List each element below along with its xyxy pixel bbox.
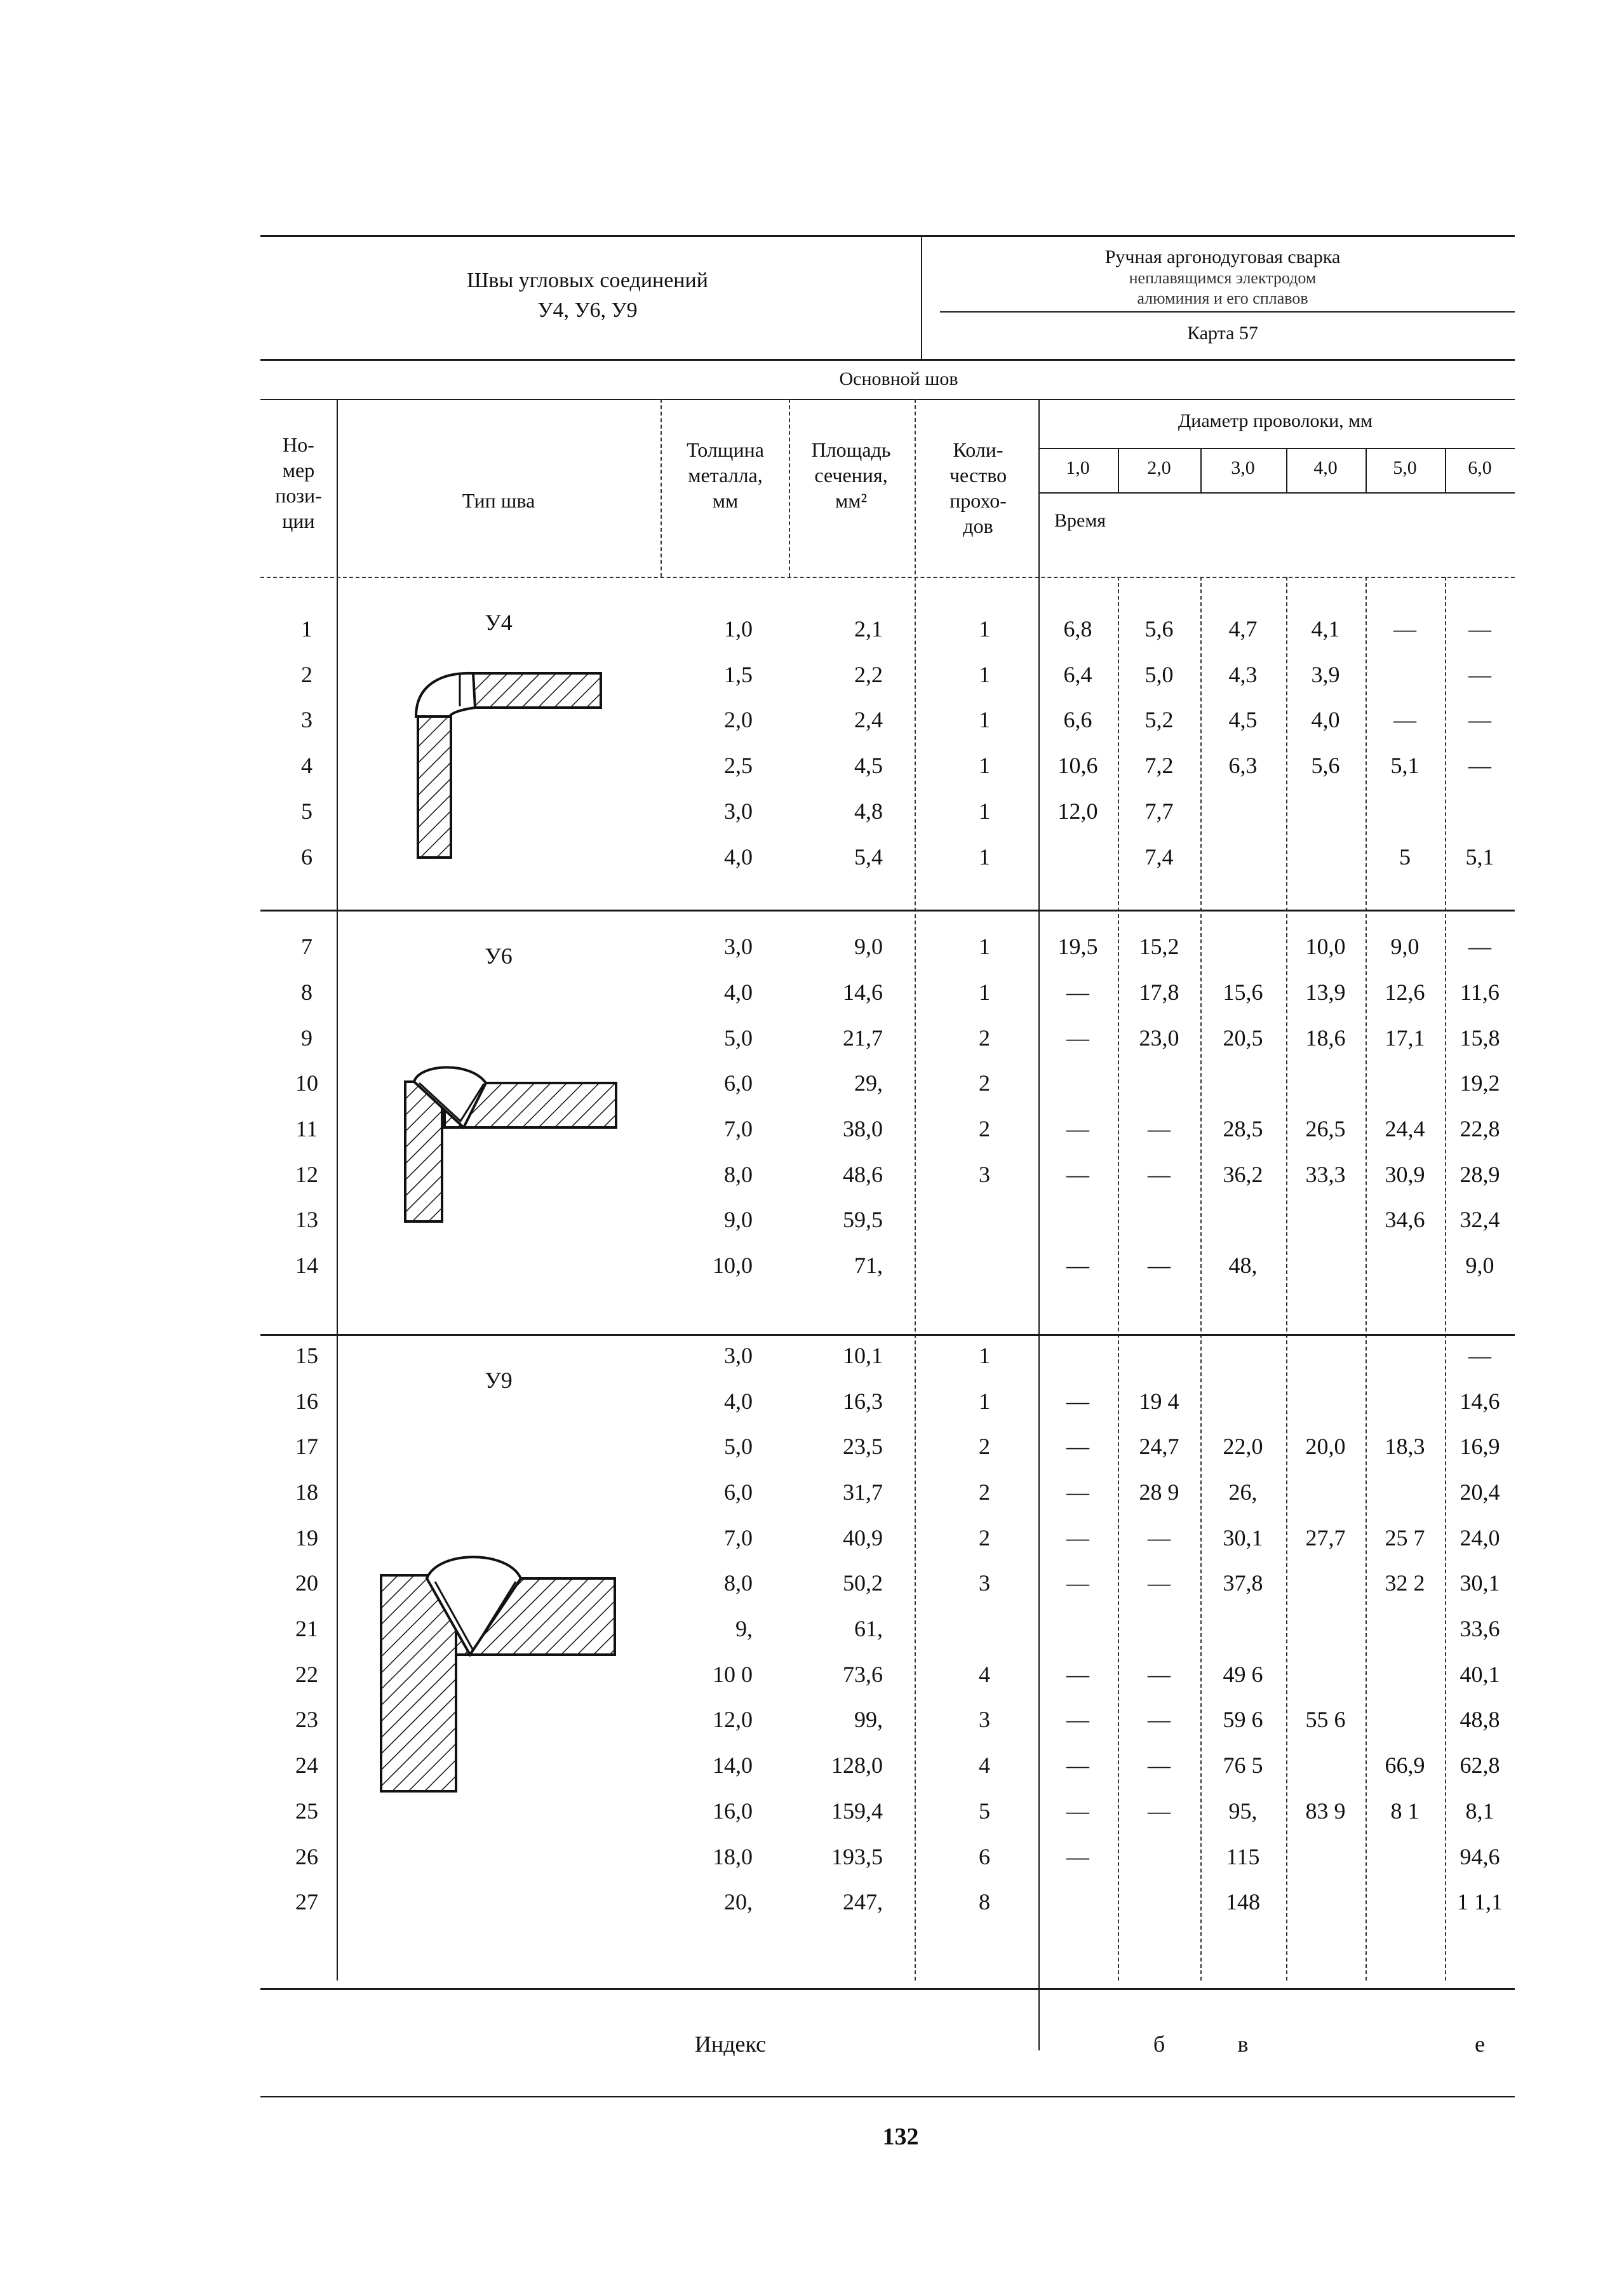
col-header-area: Площадь сечения, мм²: [811, 438, 891, 512]
row-area: 48,6: [843, 1161, 883, 1187]
row-time-value: —: [1148, 1661, 1171, 1687]
row-thickness: 10,0: [713, 1253, 753, 1279]
row-time-value: —: [1393, 616, 1416, 642]
col-header-type: Тип шва: [462, 489, 535, 512]
row-time-value: 18,6: [1305, 1025, 1346, 1051]
row-time-value: 6,6: [1063, 707, 1092, 733]
row-time-value: 12,6: [1385, 979, 1425, 1005]
row-time-value: 32,4: [1460, 1207, 1500, 1233]
row-thickness: 7,0: [724, 1116, 753, 1141]
row-time-value: —: [1066, 1479, 1089, 1505]
row-passes: 5: [979, 1798, 990, 1824]
row-thickness: 4,0: [724, 844, 753, 870]
row-time-value: 19,5: [1057, 934, 1098, 960]
row-time-value: 34,6: [1385, 1207, 1425, 1233]
row-time-value: 7,7: [1144, 798, 1174, 824]
group-label-u6: У6: [485, 943, 513, 969]
row-time-value: 30,1: [1460, 1570, 1500, 1596]
row-area: 31,7: [843, 1479, 883, 1505]
row-number: 17: [295, 1434, 318, 1460]
row-time-value: 6,3: [1228, 753, 1258, 779]
process-line-1: Ручная аргонодуговая сварка: [1104, 246, 1341, 267]
row-area: 10,1: [843, 1342, 883, 1368]
row-time-value: 148: [1226, 1889, 1260, 1915]
row-area: 159,4: [831, 1798, 883, 1824]
row-time-value: 32 2: [1385, 1570, 1425, 1596]
row-number: 7: [301, 934, 312, 960]
row-time-value: 33,6: [1460, 1616, 1500, 1641]
row-time-value: 4,5: [1228, 707, 1258, 733]
row-number: 20: [295, 1570, 318, 1596]
row-number: 21: [295, 1616, 318, 1641]
row-number: 8: [301, 979, 312, 1005]
row-number: 9: [301, 1025, 312, 1051]
index-value: е: [1475, 2031, 1485, 2057]
row-time-value: 28,9: [1460, 1161, 1500, 1187]
row-time-value: 12,0: [1057, 798, 1098, 824]
row-time-value: —: [1148, 1570, 1171, 1596]
row-time-value: —: [1148, 1524, 1171, 1551]
row-time-value: 1 1,1: [1457, 1889, 1503, 1915]
row-time-value: —: [1066, 1843, 1089, 1869]
row-time-value: 8,1: [1465, 1798, 1494, 1824]
title-line-1: Швы угловых соединений: [467, 269, 708, 292]
diameter-6: 6,0: [1468, 457, 1492, 478]
row-area: 71,: [854, 1253, 883, 1279]
row-time-value: —: [1468, 661, 1491, 687]
row-time-value: 30,1: [1223, 1524, 1263, 1551]
row-time-value: —: [1066, 1798, 1089, 1824]
row-time-value: 5,0: [1144, 661, 1174, 687]
row-time-value: 49 6: [1223, 1661, 1263, 1687]
row-area: 61,: [854, 1616, 883, 1641]
row-time-value: 10,0: [1305, 934, 1346, 960]
row-number: 26: [295, 1843, 318, 1869]
row-time-value: 4,7: [1228, 616, 1258, 642]
row-time-value: —: [1066, 1116, 1089, 1141]
row-time-value: 7,2: [1144, 753, 1174, 779]
row-passes: 2: [979, 1434, 990, 1460]
row-time-value: 66,9: [1385, 1753, 1425, 1779]
row-time-value: 24,4: [1385, 1116, 1425, 1141]
row-number: 10: [295, 1070, 318, 1096]
row-thickness: 8,0: [724, 1570, 753, 1596]
row-time-value: —: [1148, 1798, 1171, 1824]
row-thickness: 5,0: [724, 1025, 753, 1051]
row-time-value: 10,6: [1057, 753, 1098, 779]
row-time-value: 33,3: [1305, 1161, 1346, 1187]
row-area: 99,: [854, 1707, 883, 1733]
col-header-passes: Коли- чество прохо- дов: [949, 438, 1007, 537]
row-number: 14: [295, 1253, 318, 1279]
row-time-value: 23,0: [1139, 1025, 1179, 1051]
diameter-5: 5,0: [1393, 457, 1417, 478]
row-passes: 2: [979, 1070, 990, 1096]
row-thickness: 6,0: [724, 1479, 753, 1505]
row-time-value: 40,1: [1460, 1661, 1500, 1687]
row-time-value: 6,8: [1063, 616, 1092, 642]
row-passes: 1: [979, 979, 990, 1005]
row-time-value: —: [1066, 1161, 1089, 1187]
row-passes: 4: [979, 1753, 990, 1779]
row-thickness: 14,0: [713, 1753, 753, 1779]
row-thickness: 9,0: [724, 1207, 753, 1233]
row-area: 50,2: [843, 1570, 883, 1596]
row-time-value: 5,6: [1311, 753, 1340, 779]
row-time-value: 16,9: [1460, 1434, 1500, 1460]
index-bottom-rule: [260, 2096, 1515, 2097]
row-thickness: 2,0: [724, 707, 753, 733]
row-time-value: 15,8: [1460, 1025, 1500, 1051]
row-number: 27: [295, 1889, 318, 1915]
row-thickness: 3,0: [724, 798, 753, 824]
row-area: 59,5: [843, 1207, 883, 1233]
row-time-value: 22,8: [1460, 1116, 1500, 1141]
row-area: 21,7: [843, 1025, 883, 1051]
title-line-2: У4, У6, У9: [537, 299, 638, 322]
row-area: 38,0: [843, 1116, 883, 1141]
group-label: Основной шов: [839, 368, 958, 389]
index-label: Индекс: [694, 2031, 767, 2057]
row-time-value: —: [1066, 1707, 1089, 1733]
row-area: 4,5: [854, 753, 883, 779]
row-time-value: 14,6: [1460, 1388, 1500, 1414]
row-area: 2,4: [854, 707, 883, 733]
row-number: 3: [301, 707, 312, 733]
row-time-value: —: [1148, 1707, 1171, 1733]
row-thickness: 8,0: [724, 1161, 753, 1187]
row-thickness: 16,0: [713, 1798, 753, 1824]
row-time-value: —: [1148, 1116, 1171, 1141]
row-time-value: —: [1148, 1253, 1171, 1279]
row-area: 247,: [843, 1889, 883, 1915]
row-area: 40,9: [843, 1524, 883, 1551]
row-time-value: 5,6: [1144, 616, 1174, 642]
row-time-value: —: [1066, 1753, 1089, 1779]
row-area: 16,3: [843, 1388, 883, 1414]
row-thickness: 20,: [724, 1889, 753, 1915]
row-time-value: 19 4: [1139, 1388, 1179, 1414]
row-thickness: 4,0: [724, 979, 753, 1005]
row-time-value: 95,: [1228, 1798, 1258, 1824]
weld-u6-icon: [405, 1067, 616, 1221]
row-number: 1: [301, 616, 312, 642]
row-time-value: —: [1468, 1342, 1491, 1368]
row-time-value: 55 6: [1305, 1707, 1346, 1733]
row-time-value: 27,7: [1305, 1524, 1346, 1551]
card-number: Карта 57: [1187, 323, 1258, 344]
row-passes: 8: [979, 1889, 990, 1915]
row-time-value: —: [1066, 1388, 1089, 1414]
row-time-value: —: [1066, 1025, 1089, 1051]
group-label-u4: У4: [485, 610, 513, 635]
col-header-position: Но- мер пози- ции: [275, 433, 322, 532]
row-time-value: 15,2: [1139, 934, 1179, 960]
row-time-value: 26,5: [1305, 1116, 1346, 1141]
row-passes: 1: [979, 798, 990, 824]
row-passes: 1: [979, 1342, 990, 1368]
row-time-value: 18,3: [1385, 1434, 1425, 1460]
row-area: 4,8: [854, 798, 883, 824]
row-time-value: 6,4: [1063, 661, 1092, 687]
row-number: 6: [301, 844, 312, 870]
row-number: 24: [295, 1753, 318, 1779]
row-number: 15: [295, 1342, 318, 1368]
row-number: 4: [301, 753, 312, 779]
row-time-value: —: [1468, 707, 1491, 733]
row-number: 5: [301, 798, 312, 824]
row-time-value: 20,5: [1223, 1025, 1263, 1051]
row-passes: 1: [979, 934, 990, 960]
row-passes: 2: [979, 1524, 990, 1551]
row-time-value: 48,8: [1460, 1707, 1500, 1733]
row-time-value: 76 5: [1223, 1753, 1263, 1779]
row-time-value: —: [1468, 934, 1491, 960]
row-time-value: —: [1066, 1434, 1089, 1460]
row-time-value: 36,2: [1223, 1161, 1263, 1187]
row-thickness: 9,: [735, 1616, 753, 1641]
row-time-value: —: [1393, 707, 1416, 733]
diameter-4: 4,0: [1313, 457, 1338, 478]
row-time-value: 26,: [1228, 1479, 1258, 1505]
row-time-value: 13,9: [1305, 979, 1346, 1005]
row-area: 14,6: [843, 979, 883, 1005]
process-line-3: алюминия и его сплавов: [1137, 289, 1308, 307]
row-time-value: —: [1468, 753, 1491, 779]
row-time-value: —: [1148, 1161, 1171, 1187]
row-passes: 3: [979, 1570, 990, 1596]
row-number: 11: [295, 1116, 318, 1141]
row-time-value: —: [1148, 1753, 1171, 1779]
row-thickness: 6,0: [724, 1070, 753, 1096]
row-area: 5,4: [854, 844, 883, 870]
group-label-u9: У9: [485, 1368, 513, 1393]
row-time-value: 20,0: [1305, 1434, 1346, 1460]
row-passes: 3: [979, 1707, 990, 1733]
row-thickness: 18,0: [713, 1843, 753, 1869]
diameter-3: 3,0: [1231, 457, 1255, 478]
row-passes: 4: [979, 1661, 990, 1687]
row-thickness: 10 0: [713, 1661, 753, 1687]
row-time-value: 17,8: [1139, 979, 1179, 1005]
row-time-value: 17,1: [1385, 1025, 1425, 1051]
row-area: 193,5: [831, 1843, 883, 1869]
row-area: 128,0: [831, 1753, 883, 1779]
row-thickness: 4,0: [724, 1388, 753, 1414]
row-time-value: 11,6: [1460, 979, 1500, 1005]
row-time-value: 20,4: [1460, 1479, 1500, 1505]
col-header-diameter: Диаметр проволоки, мм: [1178, 410, 1373, 431]
row-passes: 1: [979, 616, 990, 642]
row-time-value: 37,8: [1223, 1570, 1263, 1596]
row-thickness: 1,0: [724, 616, 753, 642]
row-time-value: 5: [1399, 844, 1411, 870]
row-passes: 2: [979, 1116, 990, 1141]
row-time-value: 5,1: [1465, 844, 1494, 870]
row-number: 19: [295, 1524, 318, 1551]
row-time-value: 24,7: [1139, 1434, 1179, 1460]
row-time-value: 8 1: [1390, 1798, 1419, 1824]
row-number: 16: [295, 1388, 318, 1414]
diameter-1: 1,0: [1066, 457, 1090, 478]
row-time-value: 30,9: [1385, 1161, 1425, 1187]
row-time-value: 15,6: [1223, 979, 1263, 1005]
row-time-value: 9,0: [1390, 934, 1419, 960]
row-passes: 1: [979, 1388, 990, 1414]
row-time-value: 62,8: [1460, 1753, 1500, 1779]
row-time-value: 5,2: [1144, 707, 1174, 733]
row-passes: 2: [979, 1479, 990, 1505]
row-thickness: 3,0: [724, 934, 753, 960]
row-time-value: —: [1066, 1661, 1089, 1687]
weld-u4-icon: [416, 673, 601, 858]
row-time-value: 25 7: [1385, 1524, 1425, 1551]
page-number: 132: [882, 2123, 919, 2150]
row-time-value: —: [1066, 1253, 1089, 1279]
index-value: б: [1153, 2031, 1165, 2057]
row-time-value: 7,4: [1144, 844, 1174, 870]
row-area: 23,5: [843, 1434, 883, 1460]
row-area: 29,: [854, 1070, 883, 1096]
diameter-2: 2,0: [1147, 457, 1171, 478]
row-number: 13: [295, 1207, 318, 1233]
row-time-value: 28 9: [1139, 1479, 1179, 1505]
process-line-2: неплавящимся электродом: [1129, 269, 1317, 287]
row-time-value: 5,1: [1390, 753, 1419, 779]
row-number: 12: [295, 1161, 318, 1187]
row-time-value: 28,5: [1223, 1116, 1263, 1141]
row-time-value: —: [1066, 979, 1089, 1005]
row-number: 23: [295, 1707, 318, 1733]
row-passes: 1: [979, 753, 990, 779]
row-time-value: 48,: [1228, 1253, 1258, 1279]
row-time-value: 4,0: [1311, 707, 1340, 733]
row-passes: 2: [979, 1025, 990, 1051]
row-number: 25: [295, 1798, 318, 1824]
row-thickness: 2,5: [724, 753, 753, 779]
row-time-value: 94,6: [1460, 1843, 1500, 1869]
row-time-value: 22,0: [1223, 1434, 1263, 1460]
row-thickness: 5,0: [724, 1434, 753, 1460]
row-time-value: 4,1: [1311, 616, 1340, 642]
col-header-thickness: Толщина металла, мм: [687, 438, 764, 512]
row-time-value: 83 9: [1305, 1798, 1346, 1824]
row-area: 2,1: [854, 616, 883, 642]
row-time-value: 19,2: [1460, 1070, 1500, 1096]
row-time-value: 3,9: [1311, 661, 1340, 687]
row-thickness: 1,5: [724, 661, 753, 687]
row-time-value: 24,0: [1460, 1524, 1500, 1551]
row-thickness: 7,0: [724, 1524, 753, 1551]
row-passes: 1: [979, 844, 990, 870]
row-time-value: 9,0: [1465, 1253, 1494, 1279]
row-time-value: —: [1066, 1524, 1089, 1551]
row-passes: 3: [979, 1161, 990, 1187]
index-value: в: [1237, 2031, 1249, 2057]
row-passes: 6: [979, 1843, 990, 1869]
row-thickness: 3,0: [724, 1342, 753, 1368]
row-area: 73,6: [843, 1661, 883, 1687]
row-time-value: —: [1468, 616, 1491, 642]
row-time-value: 4,3: [1228, 661, 1258, 687]
row-time-value: —: [1066, 1570, 1089, 1596]
row-number: 18: [295, 1479, 318, 1505]
row-thickness: 12,0: [713, 1707, 753, 1733]
time-label: Время: [1054, 510, 1106, 531]
row-number: 2: [301, 661, 312, 687]
row-passes: 1: [979, 707, 990, 733]
row-passes: 1: [979, 661, 990, 687]
row-area: 2,2: [854, 661, 883, 687]
row-time-value: 115: [1226, 1843, 1260, 1869]
row-area: 9,0: [854, 934, 883, 960]
weld-u9-icon: [381, 1557, 615, 1791]
row-number: 22: [295, 1661, 318, 1687]
row-time-value: 59 6: [1223, 1707, 1263, 1733]
